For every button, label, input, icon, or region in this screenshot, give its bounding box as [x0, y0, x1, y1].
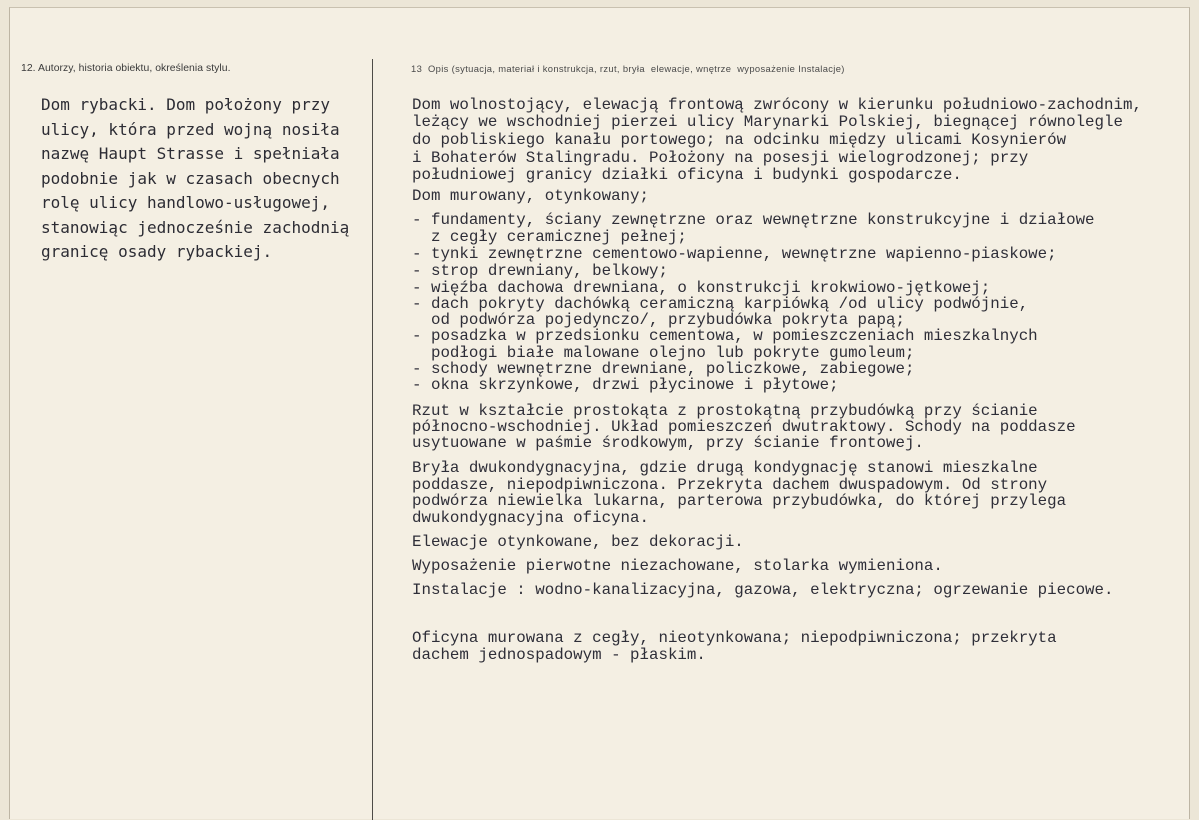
materials-list-item: - więźba dachowa drewniana, o konstrukcji krokwiowo-jętkowej;	[412, 279, 991, 297]
outbuilding-line: Oficyna murowana z cegły, nieotynkowana; niepodpiwniczona; przekryta	[412, 629, 1057, 647]
massing-line: podwórza niewielka lukarna, parterowa przybudówka, do której przylega	[412, 492, 1067, 510]
section-13-header: 13 Opis (sytuacja, materiał i konstrukcja, rzut, bryła elewacje, wnętrze wyposażenie Instalacje)	[411, 63, 845, 74]
massing-line: dwukondygnacyjna oficyna.	[412, 509, 649, 527]
plan-line: północno-wschodniej. Układ pomieszczeń dwutraktowy. Schody na poddasze	[412, 418, 1076, 436]
section-12-header: 12. Autorzy, historia obiektu, określenia stylu.	[21, 63, 231, 74]
materials-list-item: - dach pokryty dachówką ceramiczną karpiówką /od ulicy podwójnie,	[412, 295, 1029, 313]
furnishing-line: Wyposażenie pierwotne niezachowane, stolarka wymieniona.	[412, 557, 943, 575]
materials-list-item: - posadzka w przedsionku cementowa, w pomieszczeniach mieszkalnych	[412, 327, 1038, 345]
description-line: Dom wolnostojący, elewacją frontową zwrócony w kierunku południowo-zachodnim,	[412, 96, 1142, 114]
plan-line: Rzut w kształcie prostokąta z prostokątną przybudówką przy ścianie	[412, 402, 1038, 420]
materials-list-item: podłogi białe malowane olejno lub pokryte gumoleum;	[412, 344, 915, 362]
history-line: stanowiąc jednocześnie zachodnią	[41, 218, 350, 237]
installations-line: Instalacje : wodno-kanalizacyjna, gazowa, elektryczna; ogrzewanie piecowe.	[412, 581, 1114, 599]
outbuilding-line: dachem jednospadowym - płaskim.	[412, 646, 706, 664]
description-line: i Bohaterów Stalingradu. Położony na posesji wielogrodzonej; przy	[412, 149, 1029, 167]
plan-line: usytuowane w paśmie środkowym, przy ścianie frontowej.	[412, 434, 924, 452]
massing-line: Bryła dwukondygnacyjna, gdzie drugą kondygnację stanowi mieszkalne	[412, 459, 1038, 477]
description-line: do pobliskiego kanału portowego; na odcinku między ulicami Kosynierów	[412, 131, 1067, 149]
description-line: południowej granicy działki oficyna i budynki gospodarcze.	[412, 166, 962, 184]
history-line: granicę osady rybackiej.	[41, 242, 273, 261]
description-line: leżący we wschodniej pierzei ulicy Marynarki Polskiej, biegnącej równolegle	[412, 113, 1123, 131]
history-line: nazwę Haupt Strasse i spełniała	[41, 144, 340, 163]
history-line: rolę ulicy handlowo-usługowej,	[41, 193, 330, 212]
materials-list-item: od podwórza pojedynczo/, przybudówka pokryta papą;	[412, 311, 905, 329]
massing-line: poddasze, niepodpiwniczona. Przekryta dachem dwuspadowym. Od strony	[412, 476, 1048, 494]
materials-list-item: - tynki zewnętrzne cementowo-wapienne, wewnętrzne wapienno-piaskowe;	[412, 245, 1057, 263]
history-line: ulicy, która przed wojną nosiła	[41, 120, 340, 139]
description-line: Dom murowany, otynkowany;	[412, 187, 649, 205]
elevation-line: Elewacje otynkowane, bez dekoracji.	[412, 533, 744, 551]
history-line: Dom rybacki. Dom położony przy	[41, 95, 330, 114]
materials-list-item: - okna skrzynkowe, drzwi płycinowe i płytowe;	[412, 376, 839, 394]
record-card	[9, 7, 1190, 819]
history-line: podobnie jak w czasach obecnych	[41, 169, 340, 188]
materials-list-item: - strop drewniany, belkowy;	[412, 262, 668, 280]
materials-list-item: - schody wewnętrzne drewniane, policzkowe, zabiegowe;	[412, 360, 915, 378]
materials-list-item: z cegły ceramicznej pełnej;	[412, 228, 687, 246]
materials-list-item: - fundamenty, ściany zewnętrzne oraz wewnętrzne konstrukcyjne i działowe	[412, 211, 1095, 229]
column-divider	[372, 59, 373, 820]
